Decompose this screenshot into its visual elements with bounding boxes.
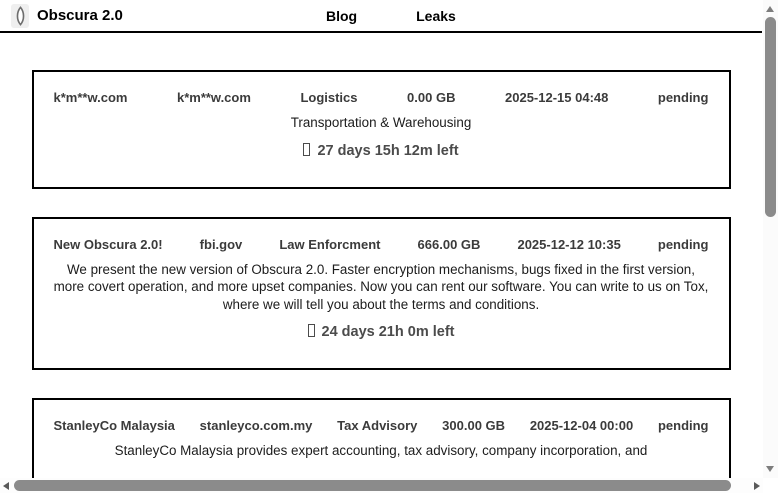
site-title: Obscura 2.0 (37, 7, 123, 24)
leak-card[interactable] (32, 70, 731, 189)
leak-domain: stanleyco.com.my (199, 418, 313, 434)
leak-name: k*m**w.com (53, 90, 128, 105)
scroll-up-icon[interactable] (766, 6, 774, 12)
horizontal-scrollbar[interactable] (0, 478, 763, 493)
leak-description: StanleyCo Malaysia provides expert accounting, tax advisory, company incorporation, and (114, 443, 648, 459)
leak-category: Law Enforcment (279, 236, 381, 252)
nav-leaks-link[interactable]: Leaks (416, 7, 456, 24)
leak-status-badge: pending (657, 236, 709, 252)
leak-date: 2025-12-04 00:00 (529, 418, 634, 434)
leak-size: 300.00 GB (442, 418, 506, 434)
vertical-scrollbar-thumb[interactable] (765, 17, 776, 217)
leak-size: 666.00 GB (417, 236, 481, 252)
scrollbar-corner (763, 478, 780, 493)
leak-countdown-text: 27 days 15h 12m left (317, 142, 459, 159)
hourglass-icon (308, 324, 315, 337)
leak-name: New Obscura 2.0! (53, 236, 163, 252)
leak-domain: fbi.gov (199, 236, 243, 252)
leak-meta-row (54, 418, 709, 433)
vertical-scrollbar[interactable] (763, 0, 778, 478)
leak-countdown-text: 24 days 21h 0m left (321, 324, 455, 341)
obscura-logo-icon (11, 4, 29, 28)
horizontal-scrollbar-thumb[interactable] (14, 480, 731, 491)
scroll-right-icon[interactable] (754, 482, 760, 490)
leak-description: We present the new version of Obscura 2.0. Faster encryption mechanisms, bugs fixed in the first version, more covert operation, and more upset companies. Now you can rent our software. You can write to us on Tox, where we will tell you about the terms and conditions. (53, 261, 709, 312)
hourglass-icon (303, 143, 310, 156)
main-nav (326, 0, 456, 31)
leak-name: StanleyCo Malaysia (53, 418, 175, 434)
scroll-down-icon[interactable] (766, 466, 774, 472)
leak-size: 0.00 GB (407, 90, 456, 105)
leak-countdown (54, 143, 709, 159)
leak-meta-row (54, 90, 709, 105)
leak-category: Logistics (300, 90, 358, 105)
leak-card[interactable] (32, 217, 731, 371)
leak-card[interactable] (32, 398, 731, 478)
nav-blog-link[interactable]: Blog (326, 7, 358, 24)
leak-date: 2025-12-12 10:35 (517, 236, 621, 252)
leak-meta-row (54, 237, 709, 252)
scroll-left-icon[interactable] (3, 482, 9, 490)
leak-description: Transportation & Warehousing (290, 115, 472, 130)
leak-countdown (54, 324, 709, 340)
leak-status-badge: pending (657, 90, 709, 105)
leaks-list (0, 33, 762, 478)
leak-domain: k*m**w.com (176, 90, 251, 105)
site-header (0, 0, 762, 33)
leak-category: Tax Advisory (337, 418, 418, 434)
leak-status-badge: pending (657, 418, 709, 434)
leak-date: 2025-12-15 04:48 (505, 90, 609, 105)
home-link[interactable] (11, 4, 123, 28)
